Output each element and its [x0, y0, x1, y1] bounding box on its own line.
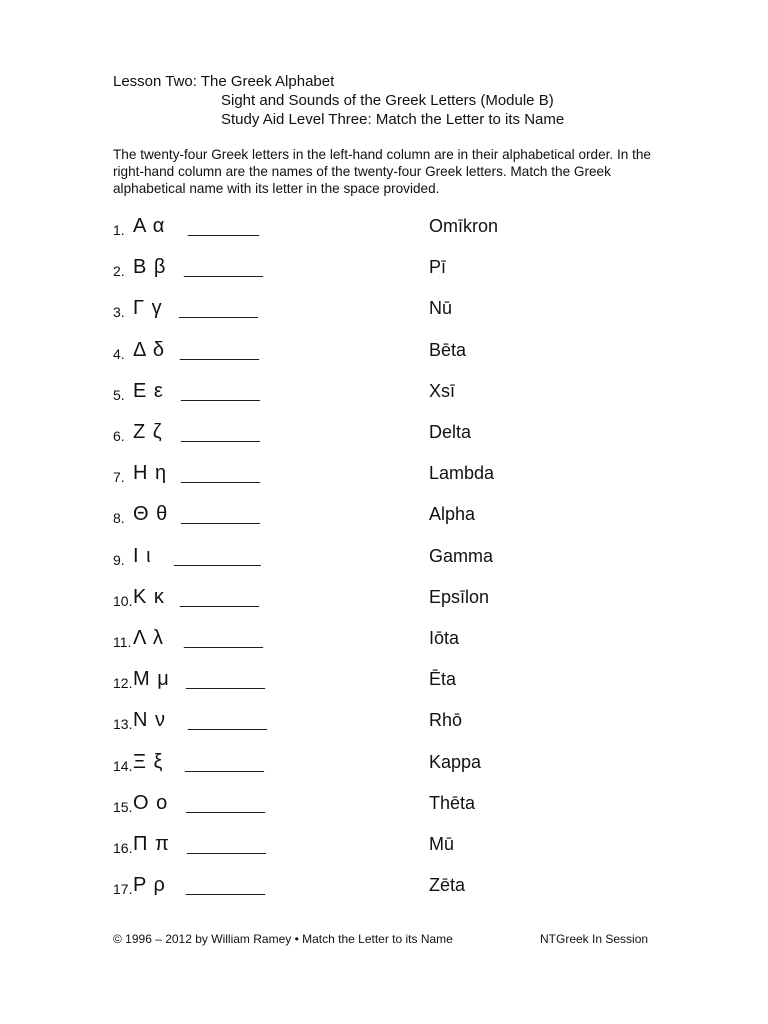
answer-blank[interactable]: __________: [186, 796, 265, 814]
row-number: 8.: [113, 510, 125, 527]
greek-letter-pair: Η η: [133, 462, 168, 485]
answer-blank[interactable]: __________: [180, 343, 259, 361]
row-number: 11.: [113, 634, 132, 650]
letter-name: Bēta: [429, 339, 467, 360]
row-number: 6.: [113, 428, 125, 444]
match-row: [0, 461, 768, 491]
row-number: 1.: [113, 222, 125, 238]
letter-name: Rhō: [429, 710, 463, 731]
answer-blank[interactable]: __________: [186, 879, 265, 897]
row-number: 13.: [113, 716, 133, 733]
lesson-title: Lesson Two: The Greek Alphabet: [113, 73, 335, 90]
row-number: 3.: [113, 304, 125, 321]
answer-blank[interactable]: __________: [179, 302, 258, 320]
match-row: [0, 750, 768, 780]
greek-letter-pair: Θ θ: [133, 503, 169, 526]
letter-name: Xsī: [429, 380, 456, 401]
worksheet-header: [113, 72, 564, 129]
greek-letter-pair: Α α: [133, 215, 166, 237]
letter-name: Nū: [429, 298, 453, 319]
copyright-footer: © 1996 – 2012 by William Ramey • Match the Letter to its Name: [113, 932, 453, 946]
greek-letter-pair: Ξ ξ: [133, 750, 164, 773]
answer-blank[interactable]: __________: [186, 673, 265, 691]
letter-name: Delta: [429, 422, 472, 442]
greek-letter-pair: Ν ν: [133, 709, 166, 732]
row-number: 16.: [113, 840, 133, 856]
greek-letter-pair: Ο ο: [133, 791, 169, 814]
match-row: [0, 585, 768, 615]
match-row: [0, 255, 768, 285]
match-row: [0, 791, 768, 821]
match-row: [0, 296, 768, 326]
answer-blank[interactable]: __________: [184, 261, 263, 279]
row-number: 14.: [113, 757, 133, 774]
letter-name: Mū: [429, 834, 455, 854]
match-row: [0, 214, 768, 244]
answer-blank[interactable]: __________: [187, 838, 266, 855]
row-number: 2.: [113, 263, 125, 280]
row-number: 4.: [113, 345, 125, 362]
row-number: 15.: [113, 798, 133, 815]
row-number: 5.: [113, 386, 125, 403]
greek-letter-pair: Ζ ζ: [133, 421, 163, 443]
greek-letter-pair: Λ λ: [133, 627, 164, 649]
letter-name: Zēta: [429, 875, 466, 896]
answer-blank[interactable]: __________: [181, 426, 260, 443]
answer-blank[interactable]: __________: [188, 714, 267, 732]
answer-blank[interactable]: __________: [185, 755, 264, 773]
greek-letter-pair: Ρ ρ: [133, 874, 166, 897]
match-row: [0, 420, 768, 450]
match-row: [0, 626, 768, 656]
letter-name: Epsīlon: [429, 586, 490, 607]
match-row: [0, 873, 768, 903]
match-row: [0, 379, 768, 409]
answer-blank[interactable]: __________: [181, 384, 260, 402]
letter-name: Kappa: [429, 751, 482, 772]
greek-letter-pair: Β β: [133, 256, 167, 279]
greek-letter-pair: Π π: [133, 833, 170, 855]
greek-letter-pair: Δ δ: [133, 338, 165, 361]
letter-name: Alpha: [429, 504, 476, 525]
answer-blank[interactable]: __________: [181, 467, 260, 485]
match-row: [0, 544, 768, 574]
row-number: 9.: [113, 551, 125, 568]
answer-blank[interactable]: __________: [180, 590, 259, 608]
match-row: [0, 708, 768, 738]
answer-blank[interactable]: ___________: [174, 549, 261, 567]
row-number: 17.: [113, 881, 133, 898]
letter-name: Ēta: [429, 669, 457, 690]
publisher-footer: NTGreek In Session: [540, 932, 649, 946]
row-number: 7.: [113, 469, 125, 486]
answer-blank[interactable]: __________: [181, 508, 260, 526]
letter-name: Gamma: [429, 545, 494, 566]
module-subtitle: Sight and Sounds of the Greek Letters (Module B): [221, 92, 554, 109]
letter-name: Lambda: [429, 463, 495, 484]
study-aid-subtitle: Study Aid Level Three: Match the Letter to its Name: [221, 111, 565, 128]
letter-name: Pī: [429, 257, 447, 278]
instructions-paragraph: The twenty-four Greek letters in the left-hand column are in their alphabetical order. In the right-hand column are the names of the twenty-four Greek letters. Match the Greek alphabetical name with its letter in the space provided.: [113, 147, 651, 196]
row-number: 12.: [113, 675, 133, 692]
letter-name: Omīkron: [429, 216, 499, 236]
greek-letter-pair: Γ γ: [133, 297, 163, 320]
letter-name: Iōta: [429, 628, 460, 648]
row-number: 10.: [113, 592, 133, 609]
match-row: [0, 832, 768, 862]
letter-name: Thēta: [429, 792, 476, 813]
greek-letter-pair: Ι ι: [133, 544, 152, 567]
greek-letter-pair: Μ μ: [133, 668, 170, 691]
greek-letter-pair: Κ κ: [133, 585, 165, 608]
answer-blank[interactable]: _________: [188, 220, 259, 237]
answer-blank[interactable]: __________: [184, 632, 263, 649]
match-row: [0, 502, 768, 532]
match-row: [0, 338, 768, 368]
match-row: [0, 667, 768, 697]
greek-letter-pair: Ε ε: [133, 379, 164, 402]
